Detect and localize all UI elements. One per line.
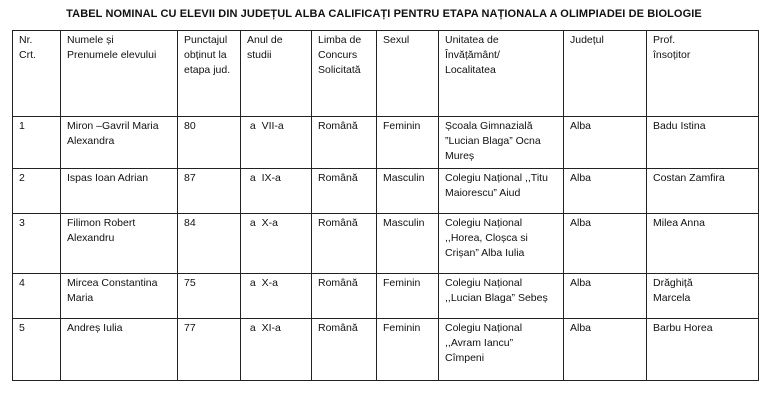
header-nr-line: Crt. [19,49,36,61]
header-punctaj [178,31,241,117]
cell-nume-line: Andreș Iulia [67,322,123,334]
cell-prof-line: Marcela [653,292,691,304]
cell-judet-line: Alba [570,172,592,184]
cell-nume-line: Maria [67,292,94,304]
table-row [13,319,759,381]
cell-sex [377,274,439,319]
cell-prof-line: Badu Istina [653,120,706,132]
cell-nume [61,319,178,381]
cell-unitate-line: Maiorescu” Aiud [445,187,521,199]
cell-nr-line: 2 [19,172,25,184]
cell-punctaj-line: 80 [184,120,196,132]
cell-prof [647,214,759,274]
cell-prof-line: Milea Anna [653,217,705,229]
table-row [13,214,759,274]
cell-punctaj-line: 75 [184,277,196,289]
header-nr [13,31,61,117]
cell-punctaj [178,117,241,169]
cell-anul [241,214,312,274]
cell-nr [13,169,61,214]
cell-prof [647,319,759,381]
cell-unitate [439,117,564,169]
students-table [12,30,759,381]
cell-nume [61,214,178,274]
cell-anul [241,319,312,381]
cell-sex-line: Feminin [383,277,421,289]
cell-judet [564,274,647,319]
cell-nr-line: 5 [19,322,25,334]
table-row [13,169,759,214]
cell-limba [312,214,377,274]
cell-nume [61,117,178,169]
cell-unitate-line: ”Lucian Blaga” Ocna [445,135,541,147]
cell-nr [13,274,61,319]
header-nr-line: Nr. [19,34,33,46]
cell-prof [647,117,759,169]
cell-prof-line: Barbu Horea [653,322,713,334]
cell-limba [312,274,377,319]
header-judet [564,31,647,117]
cell-judet-line: Alba [570,120,592,132]
cell-limba [312,117,377,169]
cell-unitate-line: Crișan” Alba Iulia [445,247,525,259]
cell-unitate-line: ,,Lucian Blaga” Sebeș [445,292,548,304]
cell-prof [647,169,759,214]
cell-sex-line: Feminin [383,322,421,334]
cell-anul-line: a IX-a [247,172,281,184]
cell-anul-line: a VII-a [247,120,284,132]
header-nume-line: Numele și [67,34,114,46]
table-row [13,117,759,169]
header-punctaj-line: obținut la [184,49,227,61]
cell-judet-line: Alba [570,322,592,334]
cell-nume-line: Miron –Gavril Maria [67,120,159,132]
cell-limba [312,169,377,214]
header-anul [241,31,312,117]
header-limba-line: Limba de [318,34,362,46]
cell-limba-line: Română [318,322,358,334]
cell-prof-line: Drăghiță [653,277,693,289]
header-unitate-line: Învățământ/ [445,49,500,61]
header-prof [647,31,759,117]
header-judet-line: Județul [570,34,604,46]
cell-nr [13,319,61,381]
cell-limba-line: Română [318,120,358,132]
header-sex-line: Sexul [383,34,410,46]
cell-punctaj [178,319,241,381]
cell-nr [13,117,61,169]
cell-limba-line: Română [318,277,358,289]
header-punctaj-line: etapa jud. [184,64,231,76]
cell-unitate-line: Colegiu Național [445,217,523,229]
cell-unitate-line: Colegiu Național [445,277,523,289]
cell-unitate [439,169,564,214]
cell-unitate-line: ,,Horea, Cloșca si [445,232,528,244]
cell-judet-line: Alba [570,217,592,229]
cell-punctaj-line: 77 [184,322,196,334]
header-prof-line: Prof. [653,34,676,46]
cell-judet [564,214,647,274]
cell-anul-line: a XI-a [247,322,281,334]
cell-sex-line: Feminin [383,120,421,132]
cell-sex-line: Masculin [383,217,425,229]
cell-sex [377,319,439,381]
cell-nume-line: Mircea Constantina [67,277,158,289]
header-unitate-line: Localitatea [445,64,496,76]
cell-nr-line: 4 [19,277,25,289]
cell-nume [61,169,178,214]
cell-anul-line: a X-a [247,217,278,229]
header-limba [312,31,377,117]
cell-punctaj-line: 87 [184,172,196,184]
cell-unitate-line: Colegiu Național ,,Titu [445,172,548,184]
cell-nr [13,214,61,274]
page-title: TABEL NOMINAL CU ELEVII DIN JUDEȚUL ALBA CALIFICAȚI PENTRU ETAPA NAȚIONALA A OLIMPIADEI DE BIOLOGIE [66,8,702,20]
cell-sex [377,169,439,214]
cell-unitate [439,274,564,319]
header-anul-line: studii [247,49,272,61]
header-unitate-line: Unitatea de [445,34,499,46]
cell-unitate-line: ,,Avram Iancu” [445,337,514,349]
header-limba-line: Solicitată [318,64,361,76]
cell-unitate [439,214,564,274]
table-header-row [13,31,759,117]
cell-anul [241,169,312,214]
cell-anul [241,117,312,169]
cell-limba [312,319,377,381]
cell-punctaj-line: 84 [184,217,196,229]
cell-unitate-line: Colegiu Național [445,322,523,334]
cell-nume-line: Alexandra [67,135,115,147]
cell-judet [564,319,647,381]
cell-limba-line: Română [318,217,358,229]
cell-nume-line: Filimon Robert [67,217,136,229]
cell-unitate-line: Școala Gimnazială [445,120,533,132]
header-prof-line: însoțitor [653,49,691,61]
cell-sex-line: Masculin [383,172,425,184]
cell-nume-line: Ispas Ioan Adrian [67,172,149,184]
cell-punctaj [178,214,241,274]
header-sex [377,31,439,117]
table-row [13,274,759,319]
cell-prof-line: Costan Zamfira [653,172,725,184]
cell-sex [377,117,439,169]
cell-nume-line: Alexandru [67,232,115,244]
header-limba-line: Concurs [318,49,358,61]
cell-anul-line: a X-a [247,277,278,289]
header-nume-line: Prenumele elevului [67,49,157,61]
cell-unitate-line: Cîmpeni [445,352,485,364]
cell-sex [377,214,439,274]
cell-judet [564,169,647,214]
cell-unitate [439,319,564,381]
cell-limba-line: Română [318,172,358,184]
cell-nume [61,274,178,319]
header-punctaj-line: Punctajul [184,34,228,46]
cell-prof [647,274,759,319]
cell-punctaj [178,274,241,319]
header-anul-line: Anul de [247,34,283,46]
cell-punctaj [178,169,241,214]
cell-unitate-line: Mureș [445,150,475,162]
cell-nr-line: 3 [19,217,25,229]
cell-judet-line: Alba [570,277,592,289]
header-nume [61,31,178,117]
cell-anul [241,274,312,319]
header-unitate [439,31,564,117]
cell-nr-line: 1 [19,120,25,132]
cell-judet [564,117,647,169]
